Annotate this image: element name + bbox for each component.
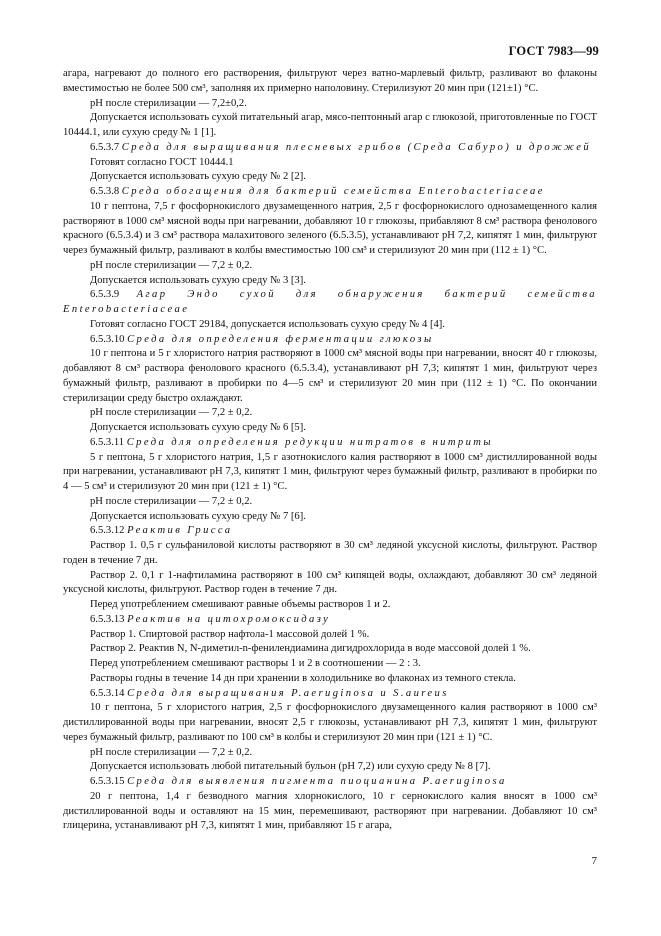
section-heading xyxy=(63,687,597,702)
paragraph: агара, нагревают до полного его растворения, фильтруют через ватно-марлевый фильтр, разливают во флаконы вместимостью не более 500 см³, заполняя их примерно наполовину. Стерилизуют 20 мин при (121±1) °С. xyxy=(63,68,597,94)
paragraph: 5 г пептона, 5 г хлористого натрия, 1,5 г азотнокислого калия растворяют в 1000 см³ дистиллированной воды при нагревании, устанавливают рН 7,3, кипятят 1 мин, фильтруют через бумажный фильтр, разливают в пробирки по 4 — 5 см³ и стерилизуют 20 мин при (121 ± 1) °С. xyxy=(63,451,597,492)
section-title: Реактив на цитохромоксидазу xyxy=(127,613,331,625)
paragraph: 10 г пептона, 5 г хлористого натрия, 2,5 г фосфорнокислого двузамещенного калия растворяют в 1000 см³ дистиллированной воды при нагревании, вносят 2,5 г глюкозы, устанавливают рН 7,3, кипятят 1 мин, фильтруют через бумажный фильтр, разливают по 100 см³ в колбы и стерилизуют 20 мин при (121 ± 1) °С. xyxy=(63,702,597,743)
section-title: Среда для выращивания плесневых грибов (Среда Сабуро) и дрожжей xyxy=(121,141,592,153)
document-body xyxy=(63,67,597,834)
paragraph: Допускается использовать сухую среду № 3 [3]. xyxy=(90,274,306,286)
section-number: 6.5.3.10 xyxy=(90,333,128,345)
paragraph: Допускается использовать сухую среду № 7 [6]. xyxy=(90,510,306,522)
section-heading xyxy=(63,524,597,539)
paragraph: рН после стерилизации — 7,2 ± 0,2. xyxy=(90,495,253,507)
section-number: 6.5.3.15 xyxy=(90,776,128,787)
paragraph: Растворы годны в течение 14 дн при хранении в холодильнике во флаконах из темного стекла. xyxy=(90,672,516,684)
paragraph: Допускается использовать сухой питательный агар, мясо-пептонный агар с глюкозой, приготовленные по ГОСТ 10444.1, или сухую среду № 1 [1]. xyxy=(63,112,597,138)
section-number: 6.5.3.12 xyxy=(90,525,128,537)
section-title: Среда для определения ферментации глюкозы xyxy=(127,333,434,345)
paragraph: Раствор 2. Реактив N, N-диметил-n-фенилендиамина дигидрохлорида в воде массовой долей 1 %. xyxy=(90,643,531,655)
paragraph: рН после стерилизации — 7,2 ± 0,2. xyxy=(90,407,253,419)
section-title: Среда для выращивания P.aeruginosa и S.aureus xyxy=(127,687,449,699)
paragraph: Допускается использовать сухую среду № 6 [5]. xyxy=(90,422,306,433)
section-title: Агар Эндо сухой для обнаружения бактерий семейства Enterobacteriaceae xyxy=(63,289,597,315)
section-title: Среда обогащения для бактерий семейства Enterobacteriaceae xyxy=(121,186,545,197)
section-heading xyxy=(63,333,597,348)
paragraph: 10 г пептона и 5 г хлористого натрия растворяют в 1000 см³ мясной воды при нагревании, вносят 40 г глюкозы, добавляют 8 см³ раствора фенолового красного (6.5.3.4), устанавливают рН 7,3; кипятят 1 мин, фильтруют через бумажный фильтр, разливают в пробирки по 4—5 см³ и стерилизуют 20 мин при (112 ± 1) °С. По окончании стерилизации среду быстро охлаждают. xyxy=(63,348,597,404)
paragraph: Готовят согласно ГОСТ 10444.1 xyxy=(90,156,234,168)
section-number: 6.5.3.8 xyxy=(90,186,122,197)
paragraph: 20 г пептона, 1,4 г безводного магния хлорнокислого, 10 г сернокислого калия вносят в 1000 см³ дистиллированной воды и оставляют на 15 мин, перемешивают, растворяют при нагревании. Добавляют 10 см³ глицерина, устанавливают рН 7,3, кипятят 1 мин, прибавляют 15 г агара, xyxy=(63,790,597,832)
section-number: 6.5.3.9 xyxy=(90,289,137,301)
page-number: 7 xyxy=(591,855,597,867)
paragraph: Готовят согласно ГОСТ 29184, допускается использовать сухую среду № 4 [4]. xyxy=(90,318,445,330)
paragraph: Допускается использовать любой питательный бульон (рН 7,2) или сухую среду № 8 [7]. xyxy=(90,761,491,773)
section-number: 6.5.3.14 xyxy=(90,687,128,699)
section-heading xyxy=(63,288,597,318)
section-title: Среда для определения редукции нитратов в нитриты xyxy=(126,436,493,448)
paragraph: Раствор 1. Спиртовой раствор нафтола-1 массовой долей 1 %. xyxy=(90,628,370,640)
section-title: Среда для выявления пигмента пиоцианина P.aeruginosa xyxy=(127,776,507,787)
section-number: 6.5.3.7 xyxy=(90,141,122,153)
section-heading xyxy=(63,185,597,200)
paragraph: Допускается использовать сухую среду № 2 [2]. xyxy=(90,171,306,183)
paragraph: 10 г пептона, 7,5 г фосфорнокислого двузамещенного натрия, 2,5 г фосфорнокислого однозамещенного калия растворяют в 1000 см³ мясной воды при нагревании, добавляют 10 г глюкозы, прибавляют 8 см³ раствора фенолового красного (6.5.3.4) и 3 см³ раствора малахитового зеленого (6.5.3.5), устанавливают рН 7,2, кипятят 1 мин, фильтруют через бумажный фильтр, разливают в колбы вместимостью 100 см³ и стерилизуют 20 мин при (112 ± 1) °С. xyxy=(63,200,597,256)
paragraph: рН после стерилизации — 7,2±0,2. xyxy=(90,97,247,109)
section-number: 6.5.3.13 xyxy=(90,613,128,625)
paragraph: Перед употреблением смешивают растворы 1 и 2 в соотношении — 2 : 3. xyxy=(90,658,421,669)
section-heading xyxy=(63,436,597,451)
paragraph: рН после стерилизации — 7,2 ± 0,2. xyxy=(90,259,253,271)
paragraph: Перед употреблением смешивают равные объемы растворов 1 и 2. xyxy=(90,599,391,610)
paragraph: Раствор 1. 0,5 г сульфаниловой кислоты растворяют в 30 см³ ледяной уксусной кислоты, фильтруют. Раствор годен в течение 7 дн. xyxy=(63,540,597,566)
section-heading xyxy=(63,141,597,156)
section-heading xyxy=(63,775,597,790)
section-number: 6.5.3.11 xyxy=(90,436,127,448)
section-heading xyxy=(63,613,597,628)
paragraph: рН после стерилизации — 7,2 ± 0,2. xyxy=(90,746,253,758)
section-title: Реактив Грисса xyxy=(127,525,233,537)
document-header: ГОСТ 7983—99 xyxy=(508,44,599,58)
paragraph: Раствор 2. 0,1 г 1-нафтиламина растворяют в 100 см³ кипящей воды, охлаждают, добавляют 30 см³ ледяной уксусной кислоты, фильтруют. Раствор годен в течение 7 дн. xyxy=(63,569,597,596)
